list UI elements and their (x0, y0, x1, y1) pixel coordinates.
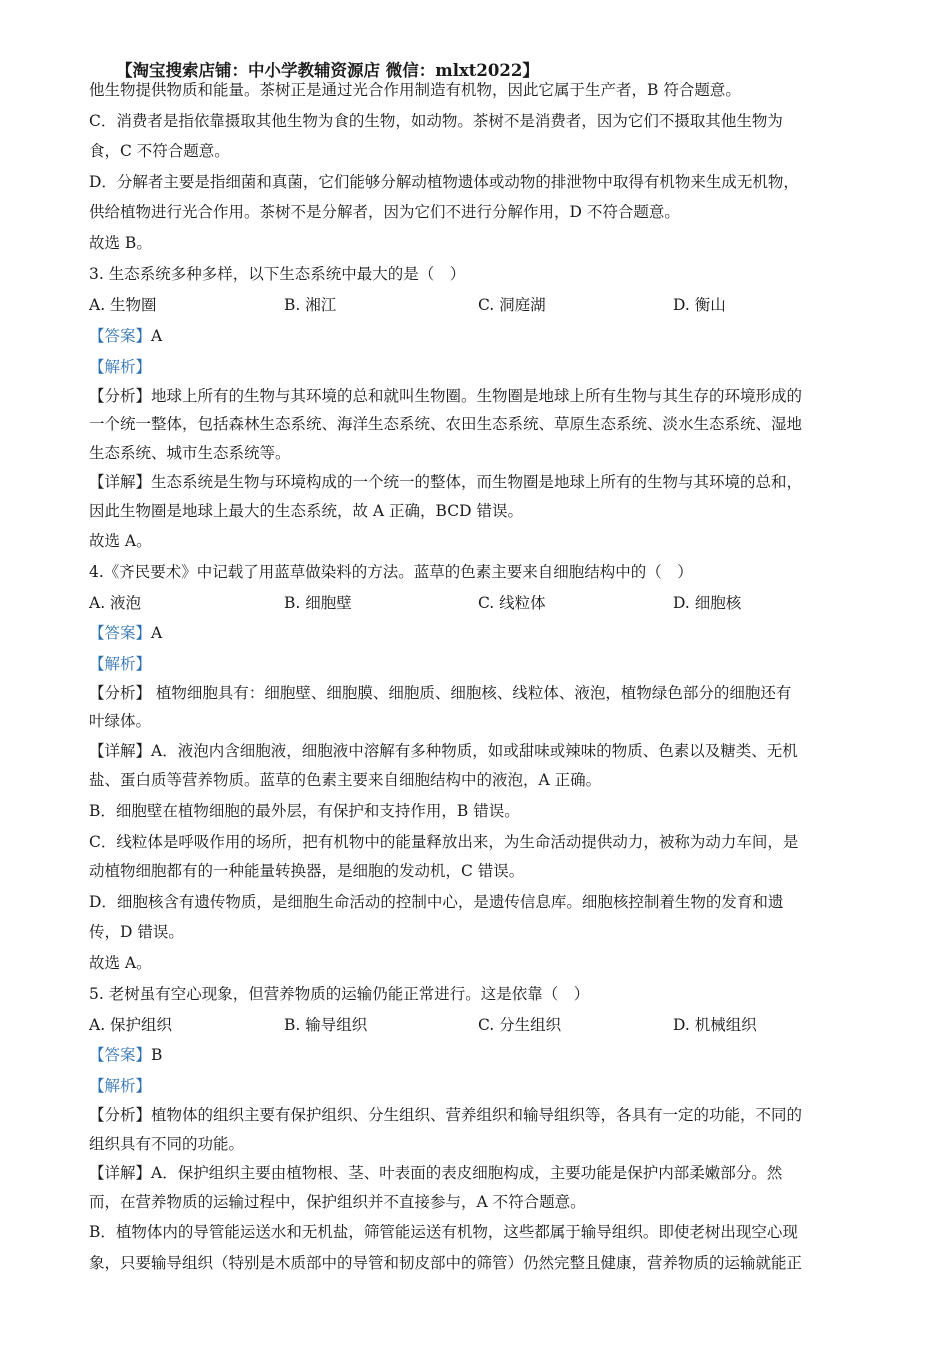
q3-option-c: C. 洞庭湖 (478, 296, 546, 314)
q3-option-d: D. 衡山 (673, 296, 726, 314)
q5-option-a: A. 保护组织 (89, 1016, 173, 1034)
q5-option-d: D. 机械组织 (673, 1016, 757, 1034)
q3-analysis-line: 一个统一整体，包括森林生态系统、海洋生态系统、农田生态系统、草原生态系统、淡水生态系统、湿地 (89, 415, 803, 433)
answer-tag: 【答案】 (89, 327, 152, 345)
q4-detail-line: 盐、蛋白质等营养物质。蓝草的色素主要来自细胞结构中的液泡，A 正确。 (89, 771, 602, 789)
answer-value: B (151, 1046, 163, 1064)
q4-analysis-tag: 【解析】 (89, 655, 152, 673)
q4-detail-line: 传，D 错误。 (89, 923, 184, 941)
q3-option-a: A. 生物圈 (89, 296, 157, 314)
q3-choose: 故选 A。 (89, 532, 152, 550)
q4-option-d: D. 细胞核 (673, 594, 742, 612)
q4-detail-line: 动植物细胞都有的一种能量转换器，是细胞的发动机，C 错误。 (89, 862, 525, 880)
q5-analysis-tag: 【解析】 (89, 1077, 152, 1095)
q4-detail-line: 【详解】A．液泡内含细胞液，细胞液中溶解有多种物质，如或甜味或辣味的物质、色素以及糖类、无机 (89, 742, 798, 760)
q5-answer (89, 1045, 162, 1065)
q4-analysis-line: 叶绿体。 (89, 712, 152, 730)
q3-option-b: B. 湘江 (284, 296, 337, 314)
q4-detail-line: B．细胞壁在植物细胞的最外层，有保护和支持作用，B 错误。 (89, 802, 520, 820)
q2-option-d-line: 供给植物进行光合作用。茶树不是分解者，因为它们不进行分解作用，D 不符合题意。 (89, 203, 680, 221)
q3-detail-line: 【详解】生态系统是生物与环境构成的一个统一的整体，而生物圈是地球上所有的生物与其环境的总和， (89, 473, 803, 491)
q5-analysis-line: 组织具有不同的功能。 (89, 1135, 245, 1153)
q4-option-c: C. 线粒体 (478, 594, 546, 612)
q4-answer (89, 623, 162, 643)
q3-analysis-tag: 【解析】 (89, 358, 152, 376)
answer-value: A (151, 327, 163, 345)
q5-question: 5. 老树虽有空心现象，但营养物质的运输仍能正常进行。这是依靠（ ） (89, 985, 590, 1003)
q5-detail-line: 【详解】A．保护组织主要由植物根、茎、叶表面的表皮细胞构成，主要功能是保护内部柔嫩部分。然 (89, 1164, 783, 1182)
q2-option-c-line: C．消费者是指依靠摄取其他生物为食的生物，如动物。茶树不是消费者，因为它们不摄取其他生物为 (89, 112, 783, 130)
q5-detail-line: 而，在营养物质的运输过程中，保护组织并不直接参与，A 不符合题意。 (89, 1193, 586, 1211)
answer-tag: 【答案】 (89, 1046, 152, 1064)
q4-choose: 故选 A。 (89, 954, 152, 972)
q4-detail-line: D．细胞核含有遗传物质，是细胞生命活动的控制中心，是遗传信息库。细胞核控制着生物的发育和遗 (89, 893, 784, 911)
q4-option-a: A. 液泡 (89, 594, 142, 612)
q3-detail-line: 因此生物圈是地球上最大的生态系统，故 A 正确，BCD 错误。 (89, 502, 523, 520)
q5-option-b: B. 输导组织 (284, 1016, 368, 1034)
q5-analysis-line: 【分析】植物体的组织主要有保护组织、分生组织、营养组织和输导组织等，各具有一定的功能，不同的 (89, 1106, 803, 1124)
q3-answer (89, 326, 162, 346)
q2-option-d-line: D．分解者主要是指细菌和真菌，它们能够分解动植物遗体或动物的排泄物中取得有机物来生成无机物， (89, 173, 799, 191)
q4-analysis-line: 【分析】 植物细胞具有：细胞壁、细胞膜、细胞质、细胞核、线粒体、液泡，植物绿色部分的细胞还有 (89, 684, 792, 702)
shop-header: 【淘宝搜索店铺：中小学教辅资源店 微信：mlxt2022】 (116, 61, 539, 80)
q4-option-b: B. 细胞壁 (284, 594, 352, 612)
answer-tag: 【答案】 (89, 624, 152, 642)
q3-analysis-line: 生态系统、城市生态系统等。 (89, 444, 291, 462)
q3-analysis-line: 【分析】地球上所有的生物与其环境的总和就叫生物圈。生物圈是地球上所有生物与其生存的环境形成的 (89, 387, 803, 405)
q5-detail-line: B．植物体内的导管能运送水和无机盐，筛管能运送有机物，这些都属于输导组织。即使老树出现空心现 (89, 1223, 798, 1241)
q2-text-line: 他生物提供物质和能量。茶树正是通过光合作用制造有机物，因此它属于生产者，B 符合题意。 (89, 81, 741, 99)
answer-value: A (151, 624, 163, 642)
q3-question: 3. 生态系统多种多样，以下生态系统中最大的是（ ） (89, 265, 466, 283)
q2-choose: 故选 B。 (89, 234, 152, 252)
q4-question: 4.《齐民要术》中记载了用蓝草做染料的方法。蓝草的色素主要来自细胞结构中的（ ） (89, 563, 693, 581)
q5-detail-line: 象，只要输导组织（特别是木质部中的导管和韧皮部中的筛管）仍然完整且健康，营养物质的运输就能正 (89, 1254, 803, 1272)
q2-option-c-line: 食，C 不符合题意。 (89, 142, 230, 160)
q4-detail-line: C．线粒体是呼吸作用的场所，把有机物中的能量释放出来，为生命活动提供动力，被称为动力车间，是 (89, 833, 799, 851)
q5-option-c: C. 分生组织 (478, 1016, 562, 1034)
